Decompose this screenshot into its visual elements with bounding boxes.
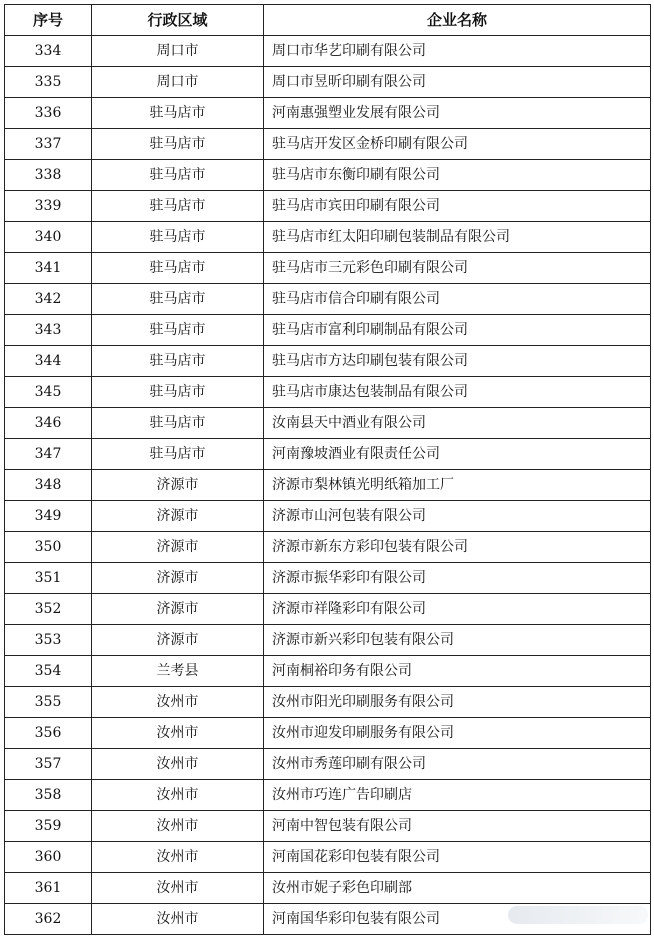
cell-enterprise-name: 驻马店市方达印刷包装有限公司 <box>264 346 651 377</box>
table-row <box>5 67 651 98</box>
cell-region: 济源市 <box>92 625 264 656</box>
cell-region: 济源市 <box>92 470 264 501</box>
cell-enterprise-name: 驻马店市三元彩色印刷有限公司 <box>264 253 651 284</box>
cell-enterprise-name: 济源市振华彩印有限公司 <box>264 563 651 594</box>
cell-region: 驻马店市 <box>92 98 264 129</box>
table-row <box>5 718 651 749</box>
cell-region: 济源市 <box>92 594 264 625</box>
cell-serial-number: 343 <box>5 315 92 346</box>
table-row <box>5 594 651 625</box>
cell-region: 驻马店市 <box>92 191 264 222</box>
cell-enterprise-name: 驻马店市康达包装制品有限公司 <box>264 377 651 408</box>
cell-serial-number: 356 <box>5 718 92 749</box>
table-row <box>5 470 651 501</box>
cell-region: 汝州市 <box>92 780 264 811</box>
cell-region: 周口市 <box>92 36 264 67</box>
table-row <box>5 811 651 842</box>
cell-region: 驻马店市 <box>92 315 264 346</box>
table-row <box>5 222 651 253</box>
cell-enterprise-name: 驻马店市红太阳印刷包装制品有限公司 <box>264 222 651 253</box>
cell-region: 济源市 <box>92 501 264 532</box>
cell-enterprise-name: 驻马店市宾田印刷有限公司 <box>264 191 651 222</box>
table-row <box>5 253 651 284</box>
table-row <box>5 749 651 780</box>
cell-enterprise-name: 周口市华艺印刷有限公司 <box>264 36 651 67</box>
cell-enterprise-name: 济源市新兴彩印包装有限公司 <box>264 625 651 656</box>
cell-region: 汝州市 <box>92 718 264 749</box>
cell-enterprise-name: 汝南县天中酒业有限公司 <box>264 408 651 439</box>
table-row <box>5 346 651 377</box>
table-row <box>5 284 651 315</box>
cell-serial-number: 350 <box>5 532 92 563</box>
cell-region: 驻马店市 <box>92 346 264 377</box>
table-row <box>5 656 651 687</box>
cell-serial-number: 348 <box>5 470 92 501</box>
cell-enterprise-name: 河南国华彩印包装有限公司 <box>264 904 651 935</box>
cell-serial-number: 358 <box>5 780 92 811</box>
cell-serial-number: 347 <box>5 439 92 470</box>
cell-region: 驻马店市 <box>92 253 264 284</box>
cell-serial-number: 355 <box>5 687 92 718</box>
cell-region: 周口市 <box>92 67 264 98</box>
table-row <box>5 36 651 67</box>
cell-region: 汝州市 <box>92 687 264 718</box>
table-row <box>5 129 651 160</box>
cell-serial-number: 353 <box>5 625 92 656</box>
cell-serial-number: 334 <box>5 36 92 67</box>
header-enterprise-name: 企业名称 <box>264 5 651 36</box>
cell-enterprise-name: 驻马店市信合印刷有限公司 <box>264 284 651 315</box>
cell-region: 汝州市 <box>92 842 264 873</box>
cell-enterprise-name: 汝州市阳光印刷服务有限公司 <box>264 687 651 718</box>
cell-region: 驻马店市 <box>92 439 264 470</box>
header-serial-number: 序号 <box>5 5 92 36</box>
cell-enterprise-name: 汝州市迎发印刷服务有限公司 <box>264 718 651 749</box>
table-row <box>5 191 651 222</box>
cell-enterprise-name: 驻马店市东衡印刷有限公司 <box>264 160 651 191</box>
table-row <box>5 501 651 532</box>
cell-region: 汝州市 <box>92 811 264 842</box>
table-row <box>5 439 651 470</box>
cell-serial-number: 354 <box>5 656 92 687</box>
cell-region: 驻马店市 <box>92 408 264 439</box>
cell-serial-number: 341 <box>5 253 92 284</box>
table-row <box>5 377 651 408</box>
table-row <box>5 780 651 811</box>
cell-serial-number: 360 <box>5 842 92 873</box>
header-row <box>5 5 651 36</box>
table-row <box>5 408 651 439</box>
cell-region: 汝州市 <box>92 904 264 935</box>
header-administrative-region: 行政区域 <box>92 5 264 36</box>
cell-region: 汝州市 <box>92 749 264 780</box>
cell-enterprise-name: 河南中智包装有限公司 <box>264 811 651 842</box>
cell-enterprise-name: 汝州市秀莲印刷有限公司 <box>264 749 651 780</box>
cell-serial-number: 345 <box>5 377 92 408</box>
cell-enterprise-name: 周口市昱昕印刷有限公司 <box>264 67 651 98</box>
table-row <box>5 842 651 873</box>
document-page <box>4 4 651 935</box>
cell-region: 济源市 <box>92 563 264 594</box>
table-row <box>5 873 651 904</box>
cell-enterprise-name: 济源市山河包装有限公司 <box>264 501 651 532</box>
table-row <box>5 160 651 191</box>
cell-enterprise-name: 汝州市巧连广告印刷店 <box>264 780 651 811</box>
table-header <box>5 5 651 36</box>
cell-serial-number: 339 <box>5 191 92 222</box>
cell-region: 济源市 <box>92 532 264 563</box>
cell-serial-number: 336 <box>5 98 92 129</box>
watermark <box>508 906 648 924</box>
cell-serial-number: 342 <box>5 284 92 315</box>
cell-enterprise-name: 济源市新东方彩印包装有限公司 <box>264 532 651 563</box>
cell-region: 汝州市 <box>92 873 264 904</box>
cell-serial-number: 335 <box>5 67 92 98</box>
cell-enterprise-name: 河南豫坡酒业有限责任公司 <box>264 439 651 470</box>
cell-serial-number: 352 <box>5 594 92 625</box>
enterprise-table <box>4 4 651 935</box>
cell-region: 驻马店市 <box>92 377 264 408</box>
cell-enterprise-name: 济源市梨林镇光明纸箱加工厂 <box>264 470 651 501</box>
cell-enterprise-name: 济源市祥隆彩印有限公司 <box>264 594 651 625</box>
cell-serial-number: 357 <box>5 749 92 780</box>
cell-serial-number: 359 <box>5 811 92 842</box>
cell-enterprise-name: 河南惠强塑业发展有限公司 <box>264 98 651 129</box>
table-row <box>5 532 651 563</box>
table-row <box>5 98 651 129</box>
cell-serial-number: 346 <box>5 408 92 439</box>
table-body <box>5 36 651 935</box>
cell-serial-number: 349 <box>5 501 92 532</box>
cell-region: 驻马店市 <box>92 284 264 315</box>
cell-serial-number: 337 <box>5 129 92 160</box>
cell-region: 兰考县 <box>92 656 264 687</box>
table-row <box>5 687 651 718</box>
cell-serial-number: 361 <box>5 873 92 904</box>
cell-enterprise-name: 河南国花彩印包装有限公司 <box>264 842 651 873</box>
table-row <box>5 563 651 594</box>
cell-enterprise-name: 河南桐裕印务有限公司 <box>264 656 651 687</box>
cell-serial-number: 344 <box>5 346 92 377</box>
cell-serial-number: 351 <box>5 563 92 594</box>
table-row <box>5 625 651 656</box>
cell-enterprise-name: 驻马店开发区金桥印刷有限公司 <box>264 129 651 160</box>
cell-enterprise-name: 汝州市妮子彩色印刷部 <box>264 873 651 904</box>
cell-region: 驻马店市 <box>92 160 264 191</box>
cell-region: 驻马店市 <box>92 222 264 253</box>
cell-serial-number: 340 <box>5 222 92 253</box>
cell-enterprise-name: 驻马店市富利印刷制品有限公司 <box>264 315 651 346</box>
cell-region: 驻马店市 <box>92 129 264 160</box>
table-row <box>5 315 651 346</box>
cell-serial-number: 362 <box>5 904 92 935</box>
cell-serial-number: 338 <box>5 160 92 191</box>
